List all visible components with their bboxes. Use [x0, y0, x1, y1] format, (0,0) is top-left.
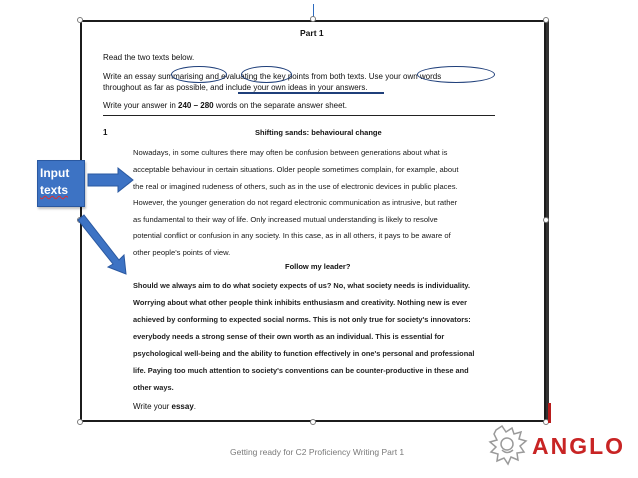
footer-caption: Getting ready for C2 Proficiency Writing Part 1 [230, 447, 405, 457]
write-bold-word: essay [171, 402, 194, 411]
lion-crest-icon [486, 424, 530, 468]
text1-line: other people's points of view. [133, 248, 231, 257]
write-prefix: Write your [133, 402, 172, 411]
text1-line: acceptable behaviour in certain situations. Older people sometimes complain, for example, about [133, 165, 459, 174]
instruction-read: Read the two texts below. [103, 53, 195, 62]
write-suffix: . [193, 402, 197, 411]
section-number: 1 [103, 128, 108, 137]
text1-line: the real or imagined rudeness of others, such as in the use of electronic devices in public places. [133, 182, 458, 191]
text2-line: Worrying about what other people think inhibits enthusiasm and creativity. Nothing new is ever [133, 298, 467, 307]
text2-line: other ways. [133, 383, 174, 392]
accent-mark [548, 403, 551, 423]
arrow-to-text2 [78, 215, 126, 274]
answer-suffix: words on the separate answer sheet. [213, 101, 348, 110]
callout-word-texts: texts [40, 183, 69, 197]
instruction-task-line-1: Write an essay summarising and evaluating the key points from both texts. Use your own words [103, 72, 442, 81]
part-title: Part 1 [300, 28, 324, 38]
text2-line: Should we always aim to do what society expects of us? No, what society needs is individuality. [133, 281, 471, 290]
arrow-to-text1 [88, 168, 133, 192]
text1-line: potential conflict or confusion in any society. In this case, as in all others, it pays to be aware of [133, 231, 451, 240]
text1-line: Nowadays, in some cultures there may often be confusion between generations about what is [133, 148, 448, 157]
brand-name: ANGLO [532, 433, 626, 459]
text1-title: Shifting sands: behavioural change [255, 128, 382, 137]
text1-line: However, the younger generation do not regard electronic communication as intrusive, but rather [133, 198, 458, 207]
text2-line: psychological well-being and the ability to function effectively in one's personal and professional [133, 349, 475, 358]
callout-word-input: Input [40, 166, 70, 180]
instruction-task-line-2: throughout as far as possible, and include your own ideas in your answers. [103, 83, 368, 92]
answer-word-range: 240 – 280 [178, 101, 214, 110]
text1-line: as fundamental to their way of life. Only increased mutual understanding is likely to resolve [133, 215, 438, 224]
text2-title: Follow my leader? [285, 262, 351, 271]
text2-line: achieved by conforming to expected social norms. This is not only true for society's innovators: [133, 315, 471, 324]
text2-line: everybody needs a strong sense of their own worth as an individual. This is essential for [133, 332, 445, 341]
text2-line: life. Paying too much attention to society's conventions can be counter-productive in these and [133, 366, 469, 375]
answer-prefix: Write your answer in [103, 101, 178, 110]
